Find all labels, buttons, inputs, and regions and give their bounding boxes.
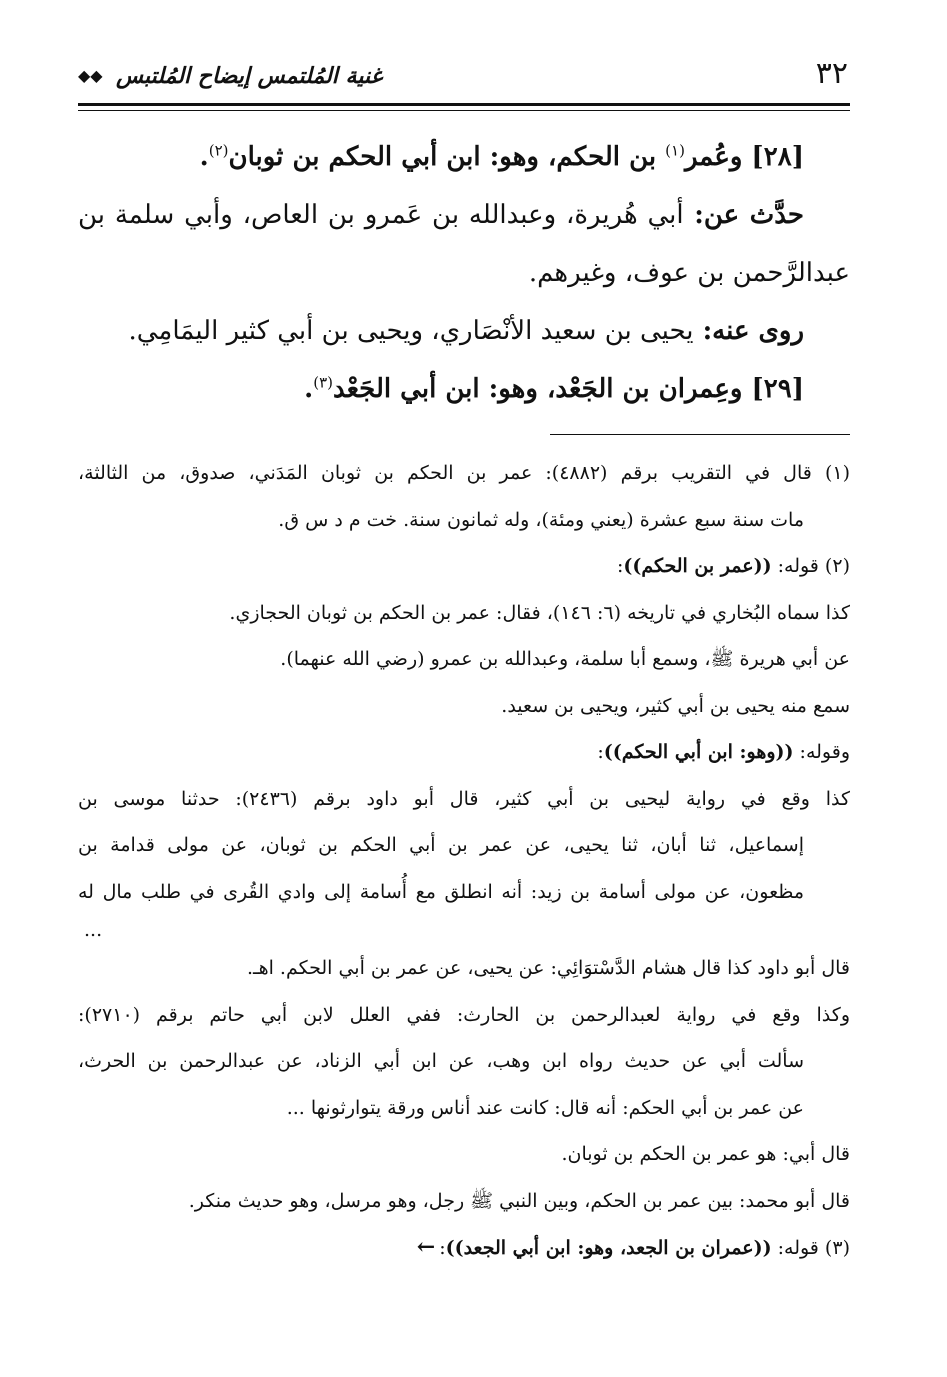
- running-title: غنية المُلتمس إيضاح المُلتبس: [116, 63, 383, 89]
- footnote-ref: (٢): [208, 141, 229, 160]
- bold-text: [٢٨] وعُمر: [684, 142, 804, 172]
- text-span: أبي هُريرة، وعبدالله بن عَمرو بن العاص، وأبي سلمة بن: [78, 200, 684, 230]
- bold-text: حدَّث عن:: [683, 200, 804, 230]
- diamond-ornament-icon: ◆◆: [78, 66, 103, 85]
- text-line: [78, 360, 850, 418]
- text-span: ...: [84, 919, 103, 941]
- text-line: [78, 128, 850, 186]
- footnote-ref: (٣): [313, 373, 333, 392]
- main-text: [78, 128, 850, 418]
- footnote-line: [78, 945, 850, 992]
- footnote-ref: (١): [665, 141, 685, 160]
- bold-text: .: [199, 142, 209, 172]
- text-span: (٢) قوله:: [771, 555, 850, 577]
- text-span: يحيى بن سعيد الأنْصَاري، ويحيى بن أبي كثير اليمَامِي.: [128, 316, 694, 346]
- footnote-line: [78, 497, 850, 544]
- footnote-line: [78, 636, 850, 683]
- footnote-line: [78, 543, 850, 590]
- text-span: قال أبو محمد: بين عمر بن الحكم، وبين النبي ﷺ رجل، وهو مرسل، وهو حديث منكر.: [188, 1189, 850, 1212]
- text-line: [78, 186, 850, 244]
- text-span: إسماعيل، ثنا أبان، ثنا يحيى، عن عمر بن أبي الحكم بن ثوبان، عن مولى قدامة بن: [78, 834, 804, 856]
- text-span: :: [616, 555, 624, 577]
- footnote-line: [78, 590, 850, 637]
- footnote-line: [78, 869, 850, 916]
- bold-text: بن الحكم، وهو: ابن أبي الحكم بن ثوبان: [228, 142, 666, 172]
- footnote-line: [78, 729, 850, 776]
- text-span: كذا سماه البُخاري في تاريخه (٦: ١٤٦)، فقال: عمر بن الحكم بن ثوبان الحجازي.: [229, 601, 850, 624]
- bold-text: .: [304, 374, 314, 404]
- header-rule-thin: [78, 110, 850, 111]
- bold-text: ((وهو: ابن أبي الحكم)): [603, 741, 794, 763]
- page-header: [78, 50, 848, 102]
- header-rule-thick: [78, 103, 850, 106]
- text-span: عن عمر بن أبي الحكم: أنه قال: كانت عند أناس ورقة يتوارثونها ...: [286, 1096, 804, 1119]
- text-span: مظعون، عن مولى أسامة بن زيد: أنه انطلق مع أُسامة إلى وادي القُرى في طلب مال له: [78, 880, 804, 903]
- footnote-line: [78, 1178, 850, 1225]
- footnote-line: [78, 1224, 850, 1272]
- text-span: :: [597, 741, 604, 763]
- text-span: عن أبي هريرة ﷺ، وسمع أبا سلمة، وعبدالله بن عمرو (رضي الله عنهما).: [280, 648, 850, 670]
- footnote-line: [78, 683, 850, 730]
- footnote-line: [78, 992, 850, 1039]
- text-span: (٣) قوله:: [771, 1237, 850, 1259]
- footnote-separator: [550, 434, 850, 435]
- text-span: :: [439, 1237, 446, 1259]
- footnote-line: [78, 915, 850, 945]
- text-span: سمع منه يحيى بن أبي كثير، ويحيى بن سعيد.: [501, 694, 850, 717]
- footnote-line: [78, 1085, 850, 1132]
- text-span: وكذا وقع في رواية لعبدالرحمن بن الحارث: ففي العلل لابن أبي حاتم برقم (٢٧١٠):: [78, 1003, 850, 1026]
- text-line: [78, 244, 850, 302]
- text-span: وقوله:: [793, 741, 850, 763]
- text-span: قال أبو داود كذا قال هشام الدَّسْتوَائِي: عن يحيى، عن عمر بن أبي الحكم. اهـ.: [246, 957, 850, 979]
- continue-arrow-icon: ←: [416, 1234, 436, 1260]
- text-line: [78, 302, 850, 360]
- text-span: مات سنة سبع عشرة (يعني ومئة)، وله ثمانون سنة. خت م د س ق.: [278, 508, 804, 531]
- footnote-line: [78, 1038, 850, 1085]
- bold-text: ((عمر بن الحكم)): [623, 555, 772, 577]
- footnote-line: [78, 776, 850, 823]
- footnote-line: [78, 822, 850, 869]
- footnote-line: [78, 1131, 850, 1178]
- text-span: قال أبي: هو عمر بن الحكم بن ثوبان.: [561, 1143, 850, 1165]
- text-span: كذا وقع في رواية ليحيى بن أبي كثير، قال أبو داود برقم (٢٤٣٦): حدثنا موسى بن: [78, 787, 850, 810]
- text-span: عبدالرَّحمن بن عوف، وغيرهم.: [528, 258, 850, 288]
- bold-text: روى عنه:: [693, 316, 804, 346]
- text-span: سألت أبي عن حديث رواه ابن وهب، عن ابن أبي الزناد، عن عبدالرحمن بن الحرث،: [78, 1050, 804, 1072]
- footnotes: [78, 450, 850, 1272]
- page-number: ٣٢: [815, 56, 848, 91]
- text-span: (١) قال في التقريب برقم (٤٨٨٢): عمر بن الحكم بن ثوبان المَدَني، صدوق، من الثالثة،: [78, 462, 850, 484]
- bold-text: [٢٩] وعِمران بن الجَعْد، وهو: ابن أبي الجَعْد: [332, 374, 804, 404]
- footnote-line: [78, 450, 850, 497]
- bold-text: ((عمران بن الجعد، وهو: ابن أبي الجعد)): [445, 1237, 772, 1259]
